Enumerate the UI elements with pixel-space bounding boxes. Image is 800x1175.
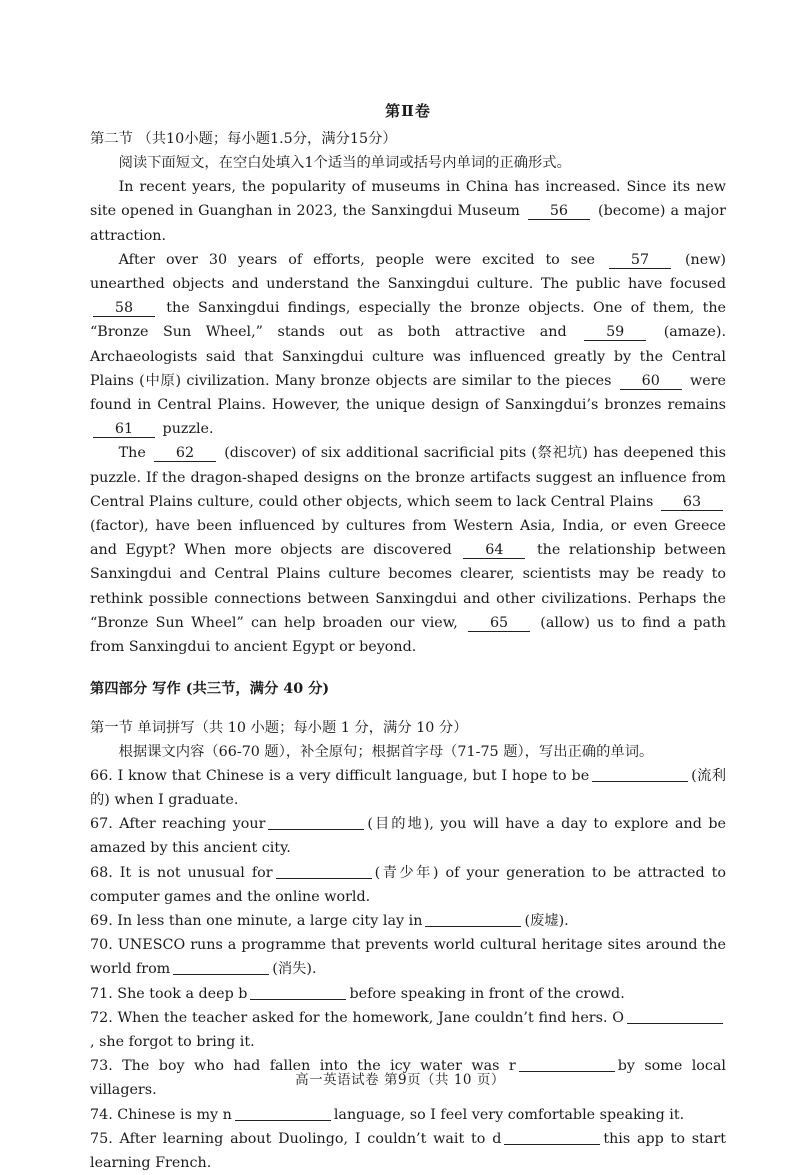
blank-58[interactable]: 58 xyxy=(93,300,155,317)
passage-text: The xyxy=(118,445,146,462)
passage-text: (become) a major attraction. xyxy=(90,203,727,244)
passage-text: (allow) us to find a path from Sanxingdui to ancient Egypt or beyond. xyxy=(90,614,727,656)
question-69 xyxy=(90,909,726,933)
question-text: , she forgot to bring it. xyxy=(90,1034,255,1050)
passage-text: In recent years, the popularity of museums in China has increased. Since its new site opened in Guanghan in 2023, the Sanxingdui Museum xyxy=(90,179,726,220)
answer-blank-68[interactable] xyxy=(276,864,372,879)
passage-text: puzzle. xyxy=(162,421,214,438)
question-72 xyxy=(90,1006,726,1054)
passage-text: (new) unearthed objects and understand the Sanxingdui culture. The public have focused xyxy=(90,251,727,293)
question-text: (消失). xyxy=(272,961,317,978)
question-text: this app to start learning French. xyxy=(90,1130,726,1172)
question-text: by some local villagers. xyxy=(90,1058,726,1099)
question-74 xyxy=(90,1103,726,1127)
question-text: (废墟). xyxy=(524,912,569,929)
question-text: 74. Chinese is my n xyxy=(90,1106,232,1123)
blank-57[interactable]: 57 xyxy=(609,252,671,269)
question-text: (青少年) of your generation to be attracted to computer games and the online world. xyxy=(90,864,726,905)
blank-64[interactable]: 64 xyxy=(463,542,525,559)
question-text: before speaking in front of the crowd. xyxy=(349,985,625,1002)
passage-text: (amaze). Archaeologists said that Sanxingdui culture was influenced greatly by the Central Plains (中原) civilization. Many bronze objects are similar to the pieces xyxy=(90,324,727,389)
answer-blank-75[interactable] xyxy=(504,1130,600,1145)
blank-61[interactable]: 61 xyxy=(93,421,155,438)
blank-65[interactable]: 65 xyxy=(468,615,530,632)
question-text: 69. In less than one minute, a large city lay in xyxy=(90,912,423,929)
question-text: (目的地), you will have a day to explore and be amazed by this ancient city. xyxy=(90,816,726,857)
question-text: (流利的) when I graduate. xyxy=(90,767,726,808)
volume-title: 第Ⅱ卷 xyxy=(385,102,431,120)
passage-text: (discover) of six additional sacrificial pits (祭祀坑) has deepened this puzzle. If the dragon-shaped designs on the bronze artifacts suggest an influence from Central Plains culture, could other objects, which seem to lack Central Plains xyxy=(90,445,727,510)
question-68 xyxy=(90,861,726,909)
question-66 xyxy=(90,764,726,812)
question-text: 75. After learning about Duolingo, I couldn’t wait to d xyxy=(90,1130,502,1147)
answer-blank-69[interactable] xyxy=(425,912,521,927)
passage-text: the relationship between Sanxingdui and Central Plains culture becomes clearer, scientists may be ready to rethink possible connections between Sanxingdui and other civilizations. Perhaps the “Bronze Sun Wheel” can help broaden our view, xyxy=(90,542,727,631)
part4-heading: 第四部分 写作 (共三节，满分 40 分) xyxy=(90,681,330,698)
answer-blank-71[interactable] xyxy=(250,985,346,1000)
question-text: 72. When the teacher asked for the homework, Jane couldn’t find hers. O xyxy=(90,1009,624,1026)
question-75 xyxy=(90,1127,726,1175)
passage-paragraph-1 xyxy=(90,175,726,248)
question-71 xyxy=(90,982,726,1006)
question-text: 66. I know that Chinese is a very difficult language, but I hope to be xyxy=(90,767,590,784)
page-footer: 高一英语试卷 第9页（共 10 页） xyxy=(295,1072,505,1088)
answer-blank-67[interactable] xyxy=(268,815,364,830)
question-text: 73. The boy who had fallen into the icy water was r xyxy=(90,1058,516,1075)
passage-text: After over 30 years of efforts, people were excited to see xyxy=(118,251,596,268)
passage-text: were found in Central Plains. However, the unique design of Sanxingdui’s bronzes remains xyxy=(90,372,726,414)
blank-56[interactable]: 56 xyxy=(528,203,590,220)
section2-instruction: 阅读下面短文，在空白处填入1个适当的单词或括号内单词的正确形式。 xyxy=(118,155,571,171)
passage-text: (factor), have been influenced by cultures from Western Asia, India, or even Greece and Egypt? When more objects are discovered xyxy=(90,518,726,559)
question-67 xyxy=(90,812,726,860)
blank-60[interactable]: 60 xyxy=(620,373,682,390)
question-70 xyxy=(90,933,726,981)
question-text: 68. It is not unusual for xyxy=(90,864,273,881)
passage-text: the Sanxingdui findings, especially the bronze objects. One of them, the “Bronze Sun Wheel,” stands out as both attractive and xyxy=(90,300,726,341)
section2-heading: 第二节 （共10小题；每小题1.5分，满分15分） xyxy=(90,131,397,147)
part4-sub-heading: 第一节 单词拼写（共 10 小题；每小题 1 分，满分 10 分） xyxy=(90,719,468,736)
blank-63[interactable]: 63 xyxy=(661,494,723,511)
question-text: 71. She took a deep b xyxy=(90,985,248,1002)
blank-59[interactable]: 59 xyxy=(584,324,646,341)
answer-blank-72[interactable] xyxy=(627,1009,723,1024)
passage-paragraph-2 xyxy=(90,248,726,442)
question-text: 70. UNESCO runs a programme that prevents world cultural heritage sites around the world from xyxy=(90,937,726,978)
blank-62[interactable]: 62 xyxy=(154,445,216,462)
passage-paragraph-3 xyxy=(90,441,726,659)
answer-blank-66[interactable] xyxy=(592,767,688,782)
answer-blank-70[interactable] xyxy=(173,960,269,975)
answer-blank-74[interactable] xyxy=(235,1106,331,1121)
part4-instruction: 根据课文内容（66-70 题），补全原句；根据首字母（71-75 题），写出正确的单词。 xyxy=(118,743,654,760)
question-text: 67. After reaching your xyxy=(90,816,266,833)
exam-page xyxy=(90,100,726,1175)
question-text: language, so I feel very comfortable speaking it. xyxy=(333,1106,685,1123)
